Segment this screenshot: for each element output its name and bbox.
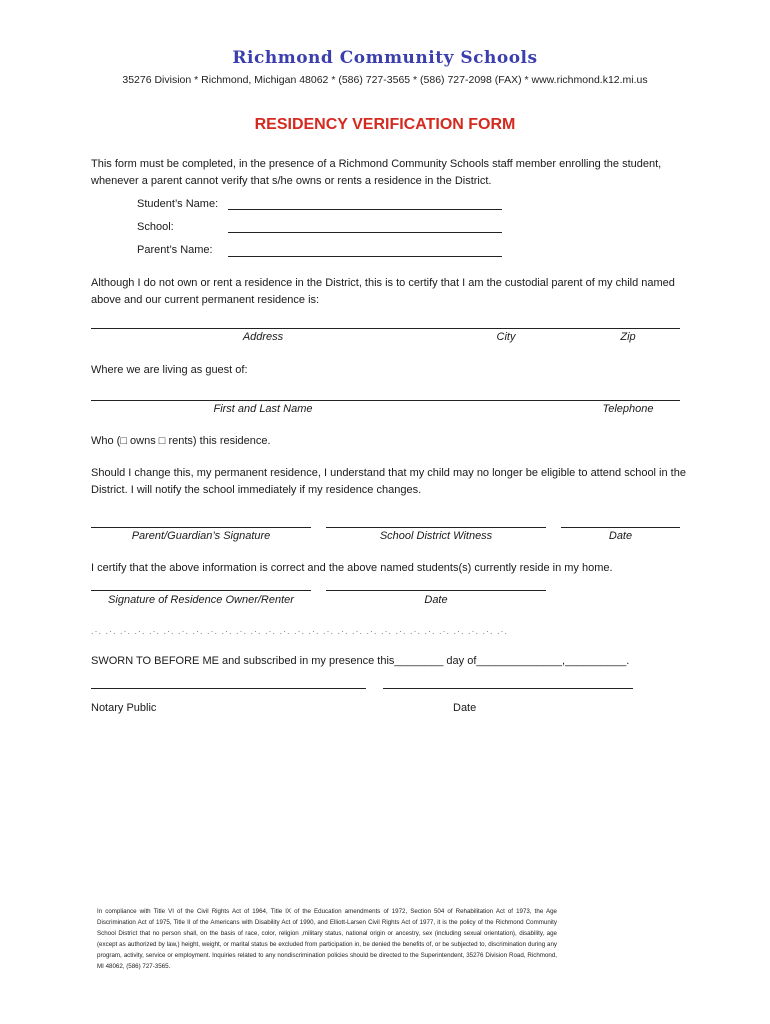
- owner-certify-statement: I certify that the above information is correct and the above named students(s) currently reside in my home.: [91, 562, 613, 574]
- parent-name-label: Parent’s Name:: [137, 244, 213, 256]
- intro-paragraph: This form must be completed, in the presence of a Richmond Community Schools staff member enrolling the student, whenever a parent cannot verify that s/he owns or rents a residence in the District.: [91, 158, 662, 187]
- guardian-signature-field[interactable]: [91, 527, 311, 528]
- who-owns-line[interactable]: Who (□ owns □ rents) this residence.: [91, 435, 271, 447]
- witness-signature-field[interactable]: [326, 527, 546, 528]
- signature-date-caption: Date: [608, 530, 633, 542]
- witness-caption: School District Witness: [379, 530, 493, 542]
- nondiscrimination-notice: In compliance with Title VI of the Civil Rights Act of 1964, Title IX of the Education amendments of 1972, Section 504 of Rehabilitation Act of 1973, the Age Discrimination Act of 1975, Title II of the Americans with Disability Act of 1990, and Elliott-Larsen Civil Rights Act of 1977, it is the policy of the Richmond Community School District that no person shall, on the basis of race, color, religion ,military status, national origin or ancestry, sex (including sexual orientation), disability, age (except as authorized by law,) height, weight, or marital status be excluded from participation in, be denied the benefits of, or be subjected to, discrimination during any program, activity, service or employment. Inquiries related to any nondiscrimination policies should be directed to the Superintendent, 35276 Division Road, Richmond, MI 48062, (586) 727-3565.: [97, 908, 557, 970]
- first-last-name-caption: First and Last Name: [213, 403, 313, 415]
- guardian-signature-caption: Parent/Guardian’s Signature: [131, 530, 271, 542]
- school-field[interactable]: [228, 232, 502, 233]
- notary-signature-field[interactable]: [91, 688, 366, 689]
- owner-date-field[interactable]: [326, 590, 546, 591]
- form-title: RESIDENCY VERIFICATION FORM: [254, 116, 516, 133]
- address-caption: Address: [242, 331, 284, 343]
- city-caption: City: [496, 331, 516, 343]
- owner-signature-caption: Signature of Residence Owner/Renter: [108, 594, 294, 606]
- student-name-field[interactable]: [228, 209, 502, 210]
- signature-date-field[interactable]: [561, 527, 680, 528]
- owner-date-caption: Date: [424, 594, 448, 606]
- section-separator: .·. .·. .·. .·. .·. .·. .·. .·. .·. .·. .·. .·. .·. .·. .·. .·. .·. .·. .·. .·. .·. .·. .·. .·. .·. .·. .·. .·. .·.: [91, 626, 508, 636]
- notary-date-field[interactable]: [383, 688, 633, 689]
- owner-signature-field[interactable]: [91, 590, 311, 591]
- certify-paragraph: Although I do not own or rent a residence in the District, this is to certify that I am the custodial parent of my child named above and our current permanent residence is:: [91, 277, 675, 306]
- student-name-label: Student’s Name:: [137, 198, 219, 210]
- sworn-statement[interactable]: SWORN TO BEFORE ME and subscribed in my presence this________ day of______________,__________.: [91, 655, 630, 667]
- school-address: 35276 Division * Richmond, Michigan 48062 * (586) 727-3565 * (586) 727-2098 (FAX) * www.richmond.k12.mi.us: [122, 74, 648, 86]
- guest-name-field[interactable]: [91, 400, 680, 401]
- residence-address-field[interactable]: [91, 328, 680, 329]
- school-label: School:: [137, 221, 174, 233]
- zip-caption: Zip: [620, 331, 636, 343]
- change-paragraph: Should I change this, my permanent residence, I understand that my child may no longer be eligible to attend school in the District. I will notify the school immediately if my residence changes.: [91, 467, 686, 496]
- guest-question: Where we are living as guest of:: [91, 364, 248, 376]
- school-name: Richmond Community Schools: [232, 48, 538, 68]
- parent-name-field[interactable]: [228, 256, 502, 257]
- notary-date-caption: Date: [453, 702, 477, 714]
- telephone-caption: Telephone: [602, 403, 654, 415]
- notary-public-caption: Notary Public: [91, 702, 157, 714]
